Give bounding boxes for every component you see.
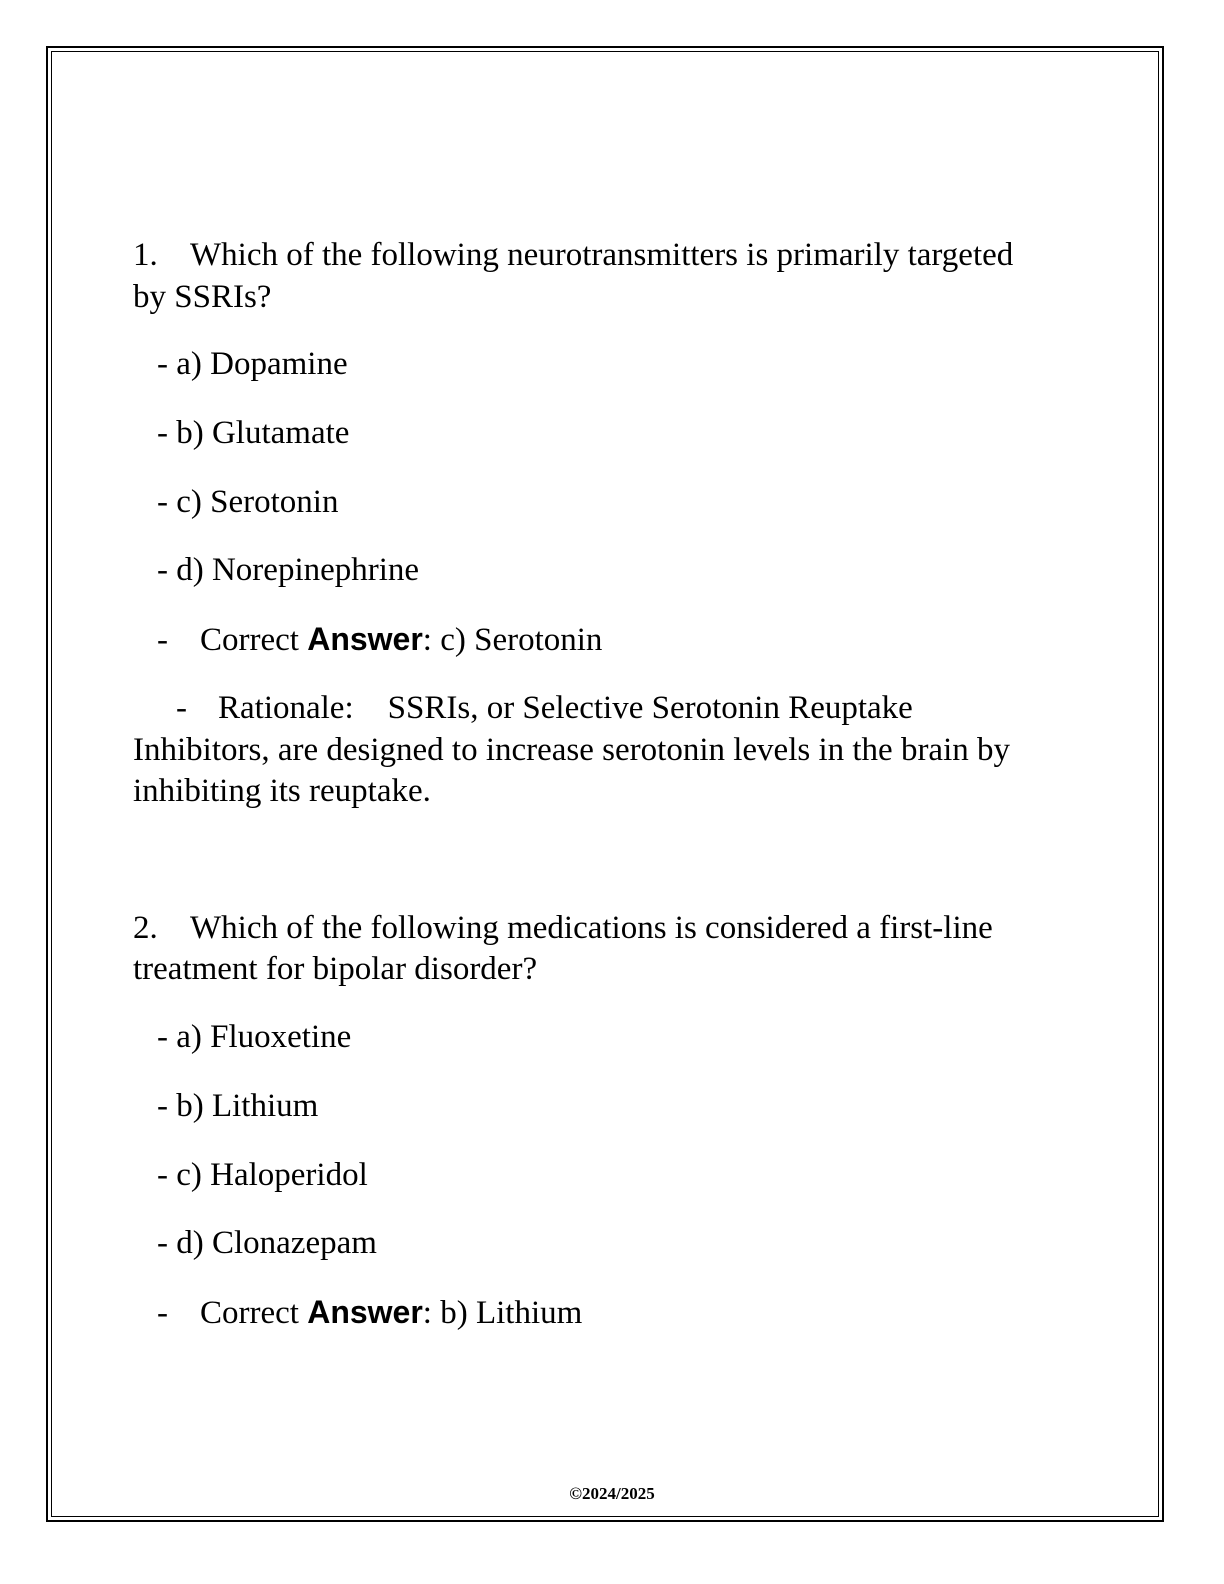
question-1-option-d: - d) Norepinephrine bbox=[157, 552, 420, 588]
question-1-option-b: - b) Glutamate bbox=[157, 415, 350, 451]
question-1-answer-prefix: Correct bbox=[200, 622, 308, 658]
question-1-rationale-line-3: inhibiting its reuptake. bbox=[133, 773, 431, 809]
question-2-option-d: - d) Clonazepam bbox=[157, 1225, 377, 1261]
question-1-correct-answer bbox=[157, 619, 1117, 661]
question-2-answer-value: : b) Lithium bbox=[422, 1295, 583, 1331]
question-1-rationale-dash: - bbox=[176, 690, 187, 726]
question-1-rationale-line-1 bbox=[176, 688, 1136, 729]
question-1-answer-dash: - bbox=[157, 622, 168, 658]
question-2-answer-word: Answer bbox=[307, 1294, 423, 1330]
question-1-text-line-1 bbox=[133, 235, 1093, 276]
question-1-rationale-line-2: Inhibitors, are designed to increase serotonin levels in the brain by bbox=[133, 732, 1010, 768]
question-1-stem: Which of the following neurotransmitters is primarily targeted bbox=[190, 237, 1014, 273]
question-1-number: 1. bbox=[133, 237, 158, 273]
page-footer-copyright: ©2024/2025 bbox=[569, 1484, 655, 1503]
question-2-stem: Which of the following medications is considered a first-line bbox=[190, 910, 993, 946]
question-2-answer-prefix: Correct bbox=[200, 1295, 308, 1331]
question-1-option-a: - a) Dopamine bbox=[157, 346, 348, 382]
question-2-option-b: - b) Lithium bbox=[157, 1088, 319, 1124]
question-1-rationale-text-1: SSRIs, or Selective Serotonin Reuptake bbox=[387, 690, 913, 726]
question-2-text-line-2: treatment for bipolar disorder? bbox=[133, 951, 538, 987]
question-2-text-line-1 bbox=[133, 908, 1093, 949]
question-1-answer-value: : c) Serotonin bbox=[422, 622, 603, 658]
question-2-option-a: - a) Fluoxetine bbox=[157, 1019, 352, 1055]
question-1-rationale-label: Rationale: bbox=[218, 690, 354, 726]
question-2-correct-answer bbox=[157, 1292, 1117, 1334]
question-1-answer-word: Answer bbox=[307, 621, 423, 657]
question-2-option-c: - c) Haloperidol bbox=[157, 1157, 368, 1193]
question-2-answer-dash: - bbox=[157, 1295, 168, 1331]
question-2-number: 2. bbox=[133, 910, 158, 946]
question-1-option-c: - c) Serotonin bbox=[157, 484, 339, 520]
question-1-text-line-2: by SSRIs? bbox=[133, 279, 272, 315]
